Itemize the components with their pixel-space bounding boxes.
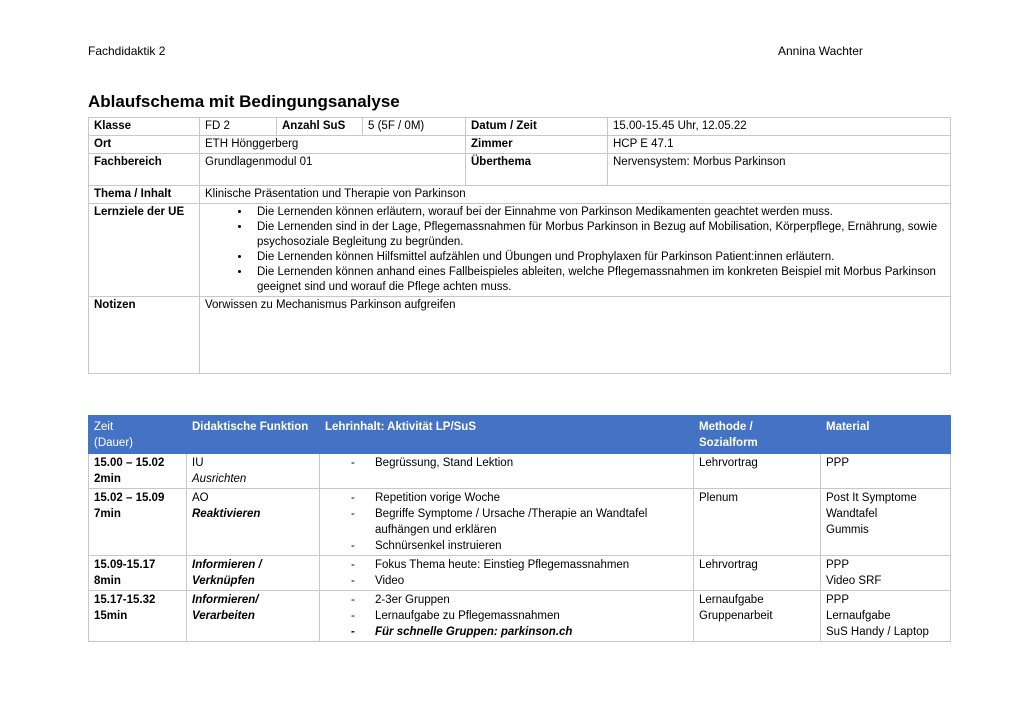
dauer-value: 15min — [94, 610, 128, 622]
table-row — [89, 489, 951, 556]
list-item: - Video — [351, 573, 688, 589]
table-row — [89, 118, 951, 136]
list-item: - Für schnelle Gruppen: parkinson.ch — [351, 624, 688, 640]
funktion-value: Informieren / — [192, 559, 262, 571]
inhalt-list — [325, 557, 688, 589]
list-item: • Die Lernenden können anhand eines Fallbeispieles ableiten, welche Pflegemassnahmen im konkreten Beispiel mit Morbus Parkinson geeignet sind und worauf die Pflege achten muss. — [251, 265, 945, 295]
conditions-table — [88, 117, 951, 374]
list-item: - 2-3er Gruppen — [351, 592, 688, 608]
list-item: - Fokus Thema heute: Einstieg Pflegemassnahmen — [351, 557, 688, 573]
material-cell — [821, 591, 951, 642]
funktion-sub-value: Verarbeiten — [192, 610, 255, 622]
document-title: Ablaufschema mit Bedingungsanalyse — [88, 92, 400, 111]
header-zeit — [89, 416, 187, 454]
material-value: PPP — [826, 594, 850, 606]
funktion-cell — [187, 454, 320, 489]
header-dauer-label: (Dauer) — [94, 437, 133, 449]
table-row — [89, 556, 951, 591]
ort-value: ETH Hönggerberg — [200, 136, 466, 154]
funktion-sub-value: Reaktivieren — [192, 508, 261, 520]
material-cell — [821, 489, 951, 556]
zeit-cell — [89, 556, 187, 591]
lernziele-label: Lernziele der UE — [89, 204, 200, 297]
funktion-cell — [187, 489, 320, 556]
thema-value: Klinische Präsentation und Therapie von Parkinson — [200, 186, 951, 204]
header-lehrinhalt: Lehrinhalt: Aktivität LP/SuS — [320, 416, 694, 454]
inhalt-list — [325, 592, 688, 640]
material-value: Post It Symptome — [826, 492, 917, 504]
notizen-value: Vorwissen zu Mechanismus Parkinson aufgreifen — [200, 297, 951, 374]
list-item: • Die Lernenden können Hilfsmittel aufzählen und Übungen und Prophylaxen für Parkinson Patient:innen erläutern. — [251, 250, 945, 265]
inhalt-list — [325, 490, 688, 554]
funktion-value: IU — [192, 457, 204, 469]
ueberthema-label: Überthema — [466, 154, 608, 186]
list-item: - Begrüssung, Stand Lektion — [351, 455, 688, 471]
material-value: Wandtafel — [826, 508, 878, 520]
methode-value: Lehrvortrag — [699, 457, 758, 469]
methode-cell — [694, 454, 821, 489]
material-value: Gummis — [826, 524, 869, 536]
material-cell — [821, 454, 951, 489]
dauer-value: 7min — [94, 508, 121, 520]
funktion-value: AO — [192, 492, 209, 504]
schedule-table — [88, 415, 951, 642]
funktion-cell — [187, 556, 320, 591]
list-item: - Schnürsenkel instruieren — [351, 538, 688, 554]
fachbereich-value: Grundlagenmodul 01 — [200, 154, 466, 186]
zeit-value: 15.17-15.32 — [94, 594, 156, 606]
funktion-value: Informieren/ — [192, 594, 259, 606]
methode-value: Lehrvortrag — [699, 559, 758, 571]
material-value: SuS Handy / Laptop — [826, 626, 929, 638]
header-methode-label: Methode / — [699, 421, 753, 433]
ort-label: Ort — [89, 136, 200, 154]
document-header-left: Fachdidaktik 2 — [88, 44, 166, 58]
inhalt-cell — [320, 489, 694, 556]
list-item: - Repetition vorige Woche — [351, 490, 688, 506]
lernziele-cell — [200, 204, 951, 297]
material-value: PPP — [826, 457, 850, 469]
table-row — [89, 136, 951, 154]
datum-label: Datum / Zeit — [466, 118, 608, 136]
methode-value: Plenum — [699, 492, 738, 504]
header-methode — [694, 416, 821, 454]
methode-value: Gruppenarbeit — [699, 610, 773, 622]
methode-cell — [694, 489, 821, 556]
table-row — [89, 297, 951, 374]
fachbereich-label: Fachbereich — [89, 154, 200, 186]
header-sozialform-label: Sozialform — [699, 437, 758, 449]
anzahl-value: 5 (5F / 0M) — [363, 118, 466, 136]
list-item: - Lernaufgabe zu Pflegemassnahmen — [351, 608, 688, 624]
material-value: Lernaufgabe — [826, 610, 891, 622]
datum-value: 15.00-15.45 Uhr, 12.05.22 — [608, 118, 951, 136]
zimmer-value: HCP E 47.1 — [608, 136, 951, 154]
funktion-cell — [187, 591, 320, 642]
list-item: • Die Lernenden sind in der Lage, Pflegemassnahmen für Morbus Parkinson in Bezug auf Mobilisation, Körperpflege, Ernährung, sowie psychosoziale Begleitung zu begründen. — [251, 220, 945, 250]
material-value: PPP — [826, 559, 850, 571]
anzahl-label: Anzahl SuS — [277, 118, 363, 136]
inhalt-cell — [320, 556, 694, 591]
klasse-value: FD 2 — [200, 118, 277, 136]
material-cell — [821, 556, 951, 591]
ueberthema-value: Nervensystem: Morbus Parkinson — [608, 154, 951, 186]
schedule-header-row — [89, 416, 951, 454]
material-value: Video SRF — [826, 575, 882, 587]
zeit-cell — [89, 454, 187, 489]
methode-cell — [694, 591, 821, 642]
dauer-value: 8min — [94, 575, 121, 587]
funktion-sub-value: Ausrichten — [192, 473, 247, 485]
funktion-sub-value: Verknüpfen — [192, 575, 255, 587]
methode-value: Lernaufgabe — [699, 594, 764, 606]
list-item: • Die Lernenden können erläutern, worauf bei der Einnahme von Parkinson Medikamenten geachtet werden muss. — [251, 205, 945, 220]
zeit-value: 15.00 – 15.02 — [94, 457, 165, 469]
methode-cell — [694, 556, 821, 591]
header-material: Material — [821, 416, 951, 454]
table-row — [89, 154, 951, 186]
lernziele-list — [205, 205, 945, 295]
list-item: - Begriffe Symptome / Ursache /Therapie an Wandtafel aufhängen und erklären — [351, 506, 688, 538]
inhalt-cell — [320, 591, 694, 642]
inhalt-cell — [320, 454, 694, 489]
zeit-cell — [89, 489, 187, 556]
notizen-label: Notizen — [89, 297, 200, 374]
inhalt-list — [325, 455, 688, 471]
header-zeit-label: Zeit — [94, 421, 114, 433]
thema-label: Thema / Inhalt — [89, 186, 200, 204]
klasse-label: Klasse — [89, 118, 200, 136]
zeit-cell — [89, 591, 187, 642]
zimmer-label: Zimmer — [466, 136, 608, 154]
table-row — [89, 591, 951, 642]
document-header-right: Annina Wachter — [778, 44, 863, 58]
table-row — [89, 454, 951, 489]
table-row — [89, 204, 951, 297]
zeit-value: 15.02 – 15.09 — [94, 492, 165, 504]
dauer-value: 2min — [94, 473, 121, 485]
zeit-value: 15.09-15.17 — [94, 559, 156, 571]
header-funktion: Didaktische Funktion — [187, 416, 320, 454]
table-row — [89, 186, 951, 204]
